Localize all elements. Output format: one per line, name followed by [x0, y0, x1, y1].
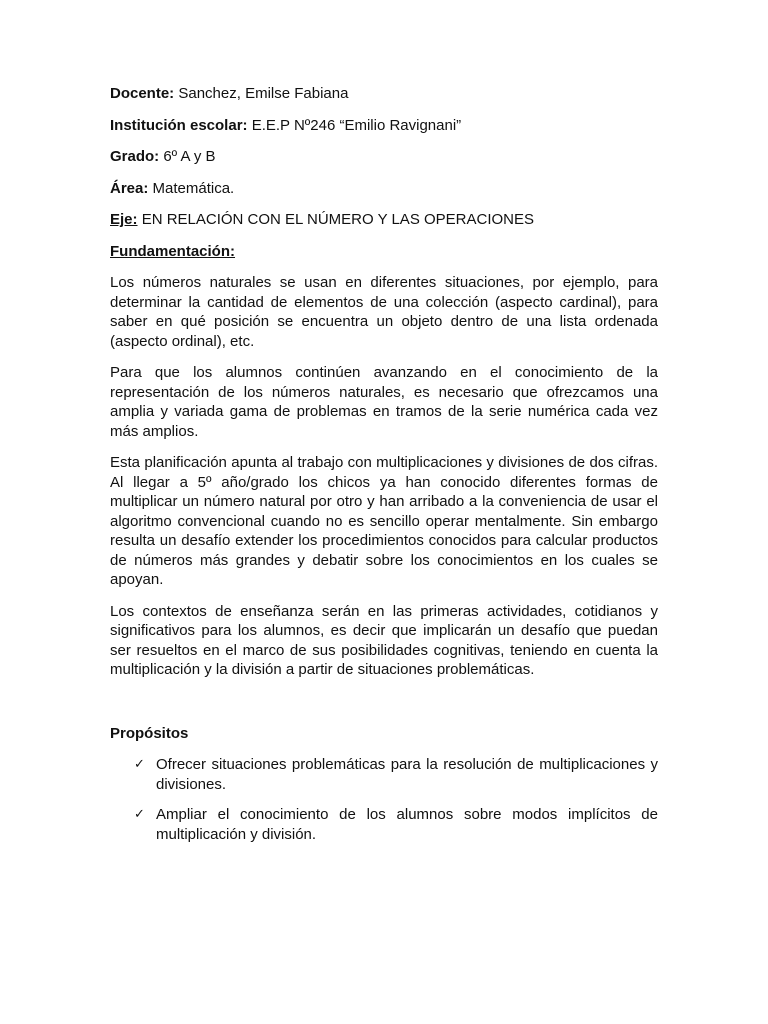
- docente-value: Sanchez, Emilse Fabiana: [178, 85, 349, 102]
- checkmark-icon: ✓: [134, 757, 145, 772]
- list-item: [110, 805, 658, 844]
- institucion-value: E.E.P Nº246 “Emilio Ravignani”: [251, 116, 462, 134]
- grado-field: [110, 147, 658, 167]
- area-field: [110, 179, 658, 199]
- list-item: [110, 755, 658, 794]
- list-item-text: Ampliar el conocimiento de los alumnos sobre modos implícitos de multiplicación y división.: [156, 806, 658, 843]
- propositos-list: [110, 755, 658, 844]
- document-page: [110, 84, 658, 855]
- fundamentacion-paragraph: Para que los alumnos continúen avanzando en el conocimiento de la representación de los números naturales, es necesario que ofrezcamos una amplia y variada gama de problemas en tramos de la serie numérica cada vez más amplios.: [110, 364, 658, 440]
- propositos-heading: Propósitos: [110, 724, 189, 742]
- fundamentacion-paragraph: Los números naturales se usan en diferentes situaciones, por ejemplo, para determinar la cantidad de elementos de una colección (aspecto cardinal), para saber en qué posición se encuentra un objeto dentro de una lista ordenada (aspecto ordinal), etc.: [110, 274, 658, 350]
- fundamentacion-heading: Fundamentación:: [110, 242, 236, 260]
- institucion-label: Institución escolar:: [110, 116, 248, 134]
- institucion-field: [110, 116, 658, 136]
- section-spacer: [110, 692, 658, 724]
- fundamentacion-paragraph: Esta planificación apunta al trabajo con multiplicaciones y divisiones de dos cifras. Al llegar a 5º año/grado los chicos ya han conocido diferentes formas de multiplicar un número natural por otro y han arribado a la conveniencia de usar el algoritmo convencional cuando no es sencillo operar mentalmente. Sin embargo resulta un desafío extender los procedimientos conocidos para calcular productos de números más grandes y debatir sobre los conocimientos en los cuales se apoyan.: [110, 454, 658, 588]
- docente-label: Docente:: [110, 85, 175, 102]
- docente-field: [110, 84, 658, 104]
- eje-value: EN RELACIÓN CON EL NÚMERO Y LAS OPERACIONES: [141, 211, 535, 228]
- grado-value: 6º A y B: [163, 148, 216, 165]
- eje-field: [110, 210, 658, 230]
- grado-label: Grado:: [110, 148, 160, 165]
- eje-label: Eje:: [110, 211, 138, 228]
- fundamentacion-paragraph: Los contextos de enseñanza serán en las primeras actividades, cotidianos y significativos para los alumnos, es decir que implicarán un desafío que puedan ser resueltos en el marco de sus posibilidades cognitivas, teniendo en cuenta la multiplicación y la división a partir de situaciones problemáticas.: [110, 602, 658, 678]
- list-item-text: Ofrecer situaciones problemáticas para la resolución de multiplicaciones y divisiones.: [156, 756, 658, 793]
- area-value: Matemática.: [152, 179, 235, 197]
- area-label: Área:: [110, 179, 149, 197]
- checkmark-icon: ✓: [134, 807, 145, 822]
